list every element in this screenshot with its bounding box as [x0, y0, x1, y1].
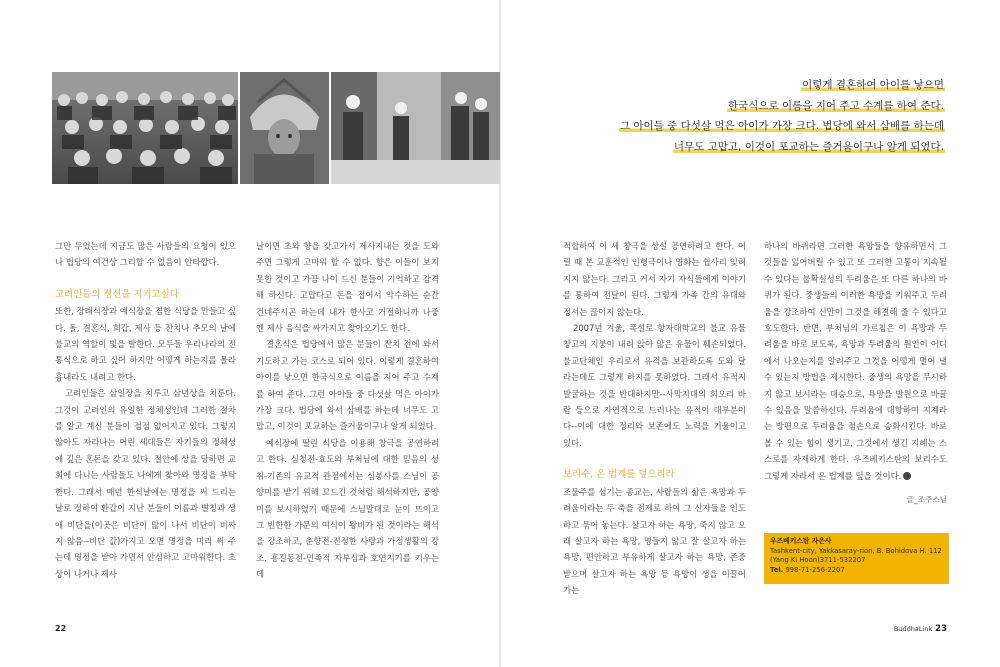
- info-phone: [770, 566, 943, 576]
- info-address: Tashkent-city, Yakkasaray-rion, B. Bohidova H. 112: [770, 546, 942, 555]
- section-heading: 보리수, 온 법계를 덮으리라: [563, 469, 675, 481]
- section-heading: 고려인들의 정신을 지키고싶다: [55, 288, 179, 300]
- paragraph: 2007년 겨울, 폭설로 항자대학교의 불교 유물 창고의 지붕이 내려 앉아 많은 유물이 훼손되었다. 불교단체인 우리로서 유적을 보관하도록 도와 달라는데도 그렇게 하지를 못하였다. 그래서 유적지 발굴하는 것을 반대하지만--사막지대의 회오리 바람 등으로 자연적으로 드러나는 유적이 대부분이다--이에 대한 정리와 보존에도 노력을 기울이고 있다.: [563, 323, 746, 448]
- info-contact: (Yang Ki Hoon)3711-532207: [770, 556, 866, 565]
- paragraph: 고려인들은 삼일장을 치루고 삼년상을 치룬다. 그것이 고려인의 유일한 정체성인데 그러한 절차를 알고 계신 분들이 점점 없어지고 있다. 그렇지 않아도 자라나는 어린 세대들은 자기들의 정체성에 깊은 혼돈을 갖고 있다. 절안에 상을 당하면 교회에 다니는 사람들도 나에게 찾아와 명정을 부탁한다. 그래서 매년 한식날에는 명정을 써 드리는 날로 정하여 환갑이 지난 분들이 이름과 별칭과 생애 비단을(이곳은 비단이 많이 나서 비단이 비싸지 않음--비단 값)가지고 오면 명정을 미리 써 주는데 명정을 받아 가면서 안심하고 고마워한다. 초상이 나거나 제사: [55, 388, 236, 579]
- quote-line: 한국식으로 이름을 지어 주고 수계를 하여 준다.: [727, 99, 944, 112]
- paragraph: 예식장에 딸린 식당을 이용해 창극을 공연하려고 한다. 심청전-효도와 부처님에 대한 믿음의 성취-기존의 유교적 관점에서는 심봉사를 스님이 공양미를 받기 위해 꼬드긴 것처럼 해석하지만, 공양미를 보시하였기 때문에 스님말대로 눈이 뜨이고 그 빈한한 가문의 여식이 왕비가 된 것이라는 해석을 강조하고, 춘향전-진정한 사랑과 가정생활의 강조, 흥길동전-민족적 자부심과 호연지기를 키우는데: [256, 437, 439, 580]
- paragraph: 결혼식은 법당에서 많은 분들이 잔치 전에 와서 기도하고 가는 코스로 되어 있다. 이렇게 결혼하여 아이를 낳으면 한국식으로 이름을 지어 주고 수계를 하여 준다. 그런 아이들 중 다섯살 먹은 아이가 가장 크다. 법당에 와서 삼배를 하는데 너무도 고맙고, 이것이 포교하는 즐거움이구나 알게 되었다.: [256, 339, 439, 432]
- quote-line: 그 아이들 중 다섯살 먹은 아이가 가장 크다. 법당에 와서 삼배를 하는데: [619, 120, 944, 132]
- tel-label: Tel.: [770, 565, 784, 574]
- photo-costume: [240, 72, 329, 184]
- column-1: [55, 238, 236, 582]
- photo-gathering: [331, 72, 500, 184]
- quote-line: 이렇게 결혼하여 아이를 낳으면: [802, 79, 944, 91]
- paragraph: [764, 238, 947, 484]
- paragraph: 그만 두었는데 지금도 많은 사람들의 요청이 있으나 법당의 여건상 그리할 수 없음이 안타깝다.: [55, 241, 236, 268]
- info-title: 우즈베키스탄 자은사: [770, 537, 832, 545]
- page-number-right: 23: [935, 624, 947, 634]
- magazine-brand: BuddhaLink: [893, 625, 933, 633]
- column-4: [764, 238, 947, 509]
- quote-line: 너무도 고맙고, 이것이 포교하는 즐거움이구나 알게 되었다.: [673, 140, 944, 153]
- page-footer-right: [894, 624, 947, 634]
- pull-quote: [619, 75, 945, 157]
- paragraph: 조물주를 섬기는 종교는, 사람들의 삶은 욕망과 두려움이라는 두 축을 전제로 하여 그 신자들을 인도하고 묶어 놓는다. 살고자 하는 욕망, 죽지 않고 오래 살고자 하는 욕망, 명들지 않고 잘 살고자 하는 욕망, 편안하고 부유하게 살고자 하는 욕망, 존중받으며 살고자 하는 욕망 등 욕망이 생을 이끌어 가는: [563, 486, 746, 596]
- column-3: [563, 238, 746, 599]
- author-signature: 글_조주스님: [906, 495, 947, 505]
- temple-info-box: [764, 533, 949, 584]
- paragraph-text: 하나의 바퀴라면 그러한 욕망들을 향유하면서 그것들을 잃어버릴 수 있고 또 그러한 고통이 지속될 수 있다는 불확실성의 두려움은 또 다른 하나의 바퀴가 된다. 중생들의 이러한 욕망을 키워주고 두려움을 강조하여 신만이 그것을 해결해 줄 수 있다고 호도한다. 반면, 부처님의 가르침은 이 욕망과 두려움을 바로 보도록, 욕망과 두려움의 원인이 어디에서 나오는지를 알려주고 그것을 어떻게 멸어 낼 수 있는지 방법을 제시한다. 중생의 욕망을 무시하지 않고 보시라는 대승으로, 욕망을 발원으로 바꿀 수 있음을 말씀하신다. 두려움에 대항하여 지계라는 방편으로 두려움을 점손으로 승화시킨다. 바로 볼 수 있는 힘이 생기고, 그것에서 생긴 지혜는 스스로를 자재하게 한다. 우즈베키스탄의 보리수도 그렇게 자라서 온 법계를 덮을 것이다.: [764, 241, 947, 481]
- tel-number: 998-71-256-2207: [785, 565, 845, 574]
- column-2: [256, 238, 439, 583]
- paragraph: 날이면 초와 향을 갖고가서 제사지내는 것을 도와 주면 그렇게 고마워 할 수 없다. 향은 이들이 보지 못한 것이고 가끔 나이 드신 분들이 기억하고 감격해 하신다. 고맙다고 돈을 접어서 악수하는 순간 건네주시곤 하는데 내가 한사코 거절하니까 나중엔 제사 음식을 싸가지고 찾아오기도 한다.: [256, 241, 439, 334]
- paragraph: 적합하여 이 세 창극을 상설 공연하려고 한다. 어릴 때 본 교훈적인 인형극이나 영화는 쉽사리 잊혀지지 않는다. 그리고 커서 자기 자식들에게 이야기를 통하여 전달이 된다. 그렇게 가족 간의 유대와 정서는 끊이지 않는다.: [563, 241, 746, 317]
- photo-congregation: [52, 72, 238, 184]
- end-mark-icon: [903, 472, 911, 480]
- paragraph: 또한, 장례식장과 예식장을 겸한 식당을 만들고 싶다. 돌, 결혼식, 회갑, 제사 등 잔치나 추모의 날에 불교의 역할이 빛을 발한다. 모두들 우리나라의 전통식으로 하고 싶어 하지만 어떻게 하는지를 몰라 흉내라도 내려고 한다.: [55, 306, 236, 382]
- page-number-left: 22: [55, 624, 67, 633]
